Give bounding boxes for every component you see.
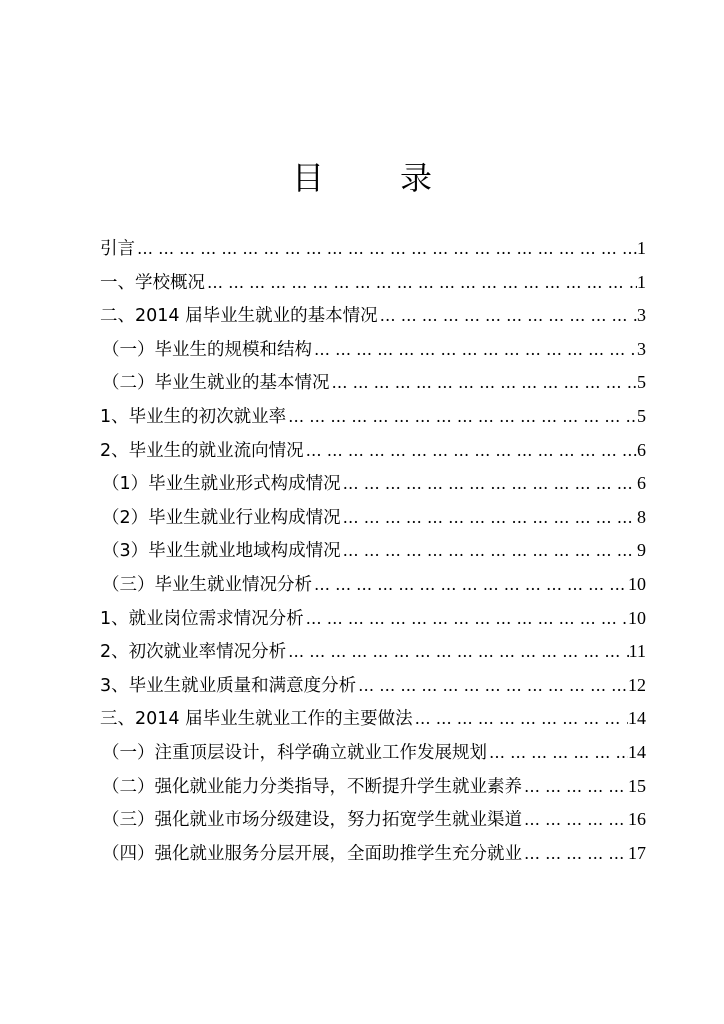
dot-leader [378,299,637,333]
toc-entry-label: 2、初次就业率情况分析 [100,642,287,663]
toc-entry-label: （2）毕业生就业行业构成情况 [102,507,341,528]
toc-entry-page: 10 [628,607,646,628]
toc-entry[interactable] [100,266,646,300]
toc-entry-label: 1、就业岗位需求情况分析 [100,608,304,629]
toc-entry[interactable] [100,366,646,400]
toc-entry-label: 2、毕业生的就业流向情况 [100,440,304,461]
toc-entry-page: 9 [637,540,646,561]
toc-entry-page: 16 [628,809,646,830]
dot-leader [205,266,637,300]
toc-entry[interactable] [100,770,646,804]
dot-leader [487,736,628,770]
toc-entry[interactable] [100,803,646,837]
toc-entry-page: 3 [637,305,646,326]
toc-entry-label: （二）强化就业能力分类指导，不断提升学生就业素养 [102,776,522,797]
toc-entry-page: 8 [637,506,646,527]
toc-entry-page: 10 [628,573,646,594]
toc-entry[interactable] [100,232,646,266]
toc-entry-page: 15 [628,775,646,796]
toc-entry-label: （3）毕业生就业地域构成情况 [102,541,341,562]
toc-entry-page: 5 [637,372,646,393]
toc-entry-label: （一）注重顶层设计，科学确立就业工作发展规划 [102,742,487,763]
dot-leader [135,232,637,266]
toc-entry[interactable] [100,501,646,535]
toc-entry-page: 14 [628,741,646,762]
toc-entry[interactable] [100,333,646,367]
toc-entry-page: 5 [637,405,646,426]
dot-leader [522,837,628,871]
toc-entry-label: 1、毕业生的初次就业率 [100,406,287,427]
toc-entry[interactable] [100,736,646,770]
toc-entry-page: 6 [637,439,646,460]
dot-leader [341,501,637,535]
toc-title: 目 录 [291,159,454,197]
toc-entry[interactable] [100,400,646,434]
toc-entry[interactable] [100,434,646,468]
dot-leader [330,366,638,400]
toc-entry-page: 12 [628,674,646,695]
toc-entry[interactable] [100,602,646,636]
toc-entry-label: （三）强化就业市场分级建设，努力拓宽学生就业渠道 [102,810,522,831]
toc-entry-page: 11 [628,641,646,662]
dot-leader [304,434,637,468]
dot-leader [286,635,629,669]
dot-leader [522,803,628,837]
dot-leader [341,534,637,568]
toc-entry[interactable] [100,669,646,703]
toc-entry-page: 17 [628,842,646,863]
toc-entry[interactable] [100,702,646,736]
toc-entry-label: （三）毕业生就业情况分析 [102,574,312,595]
toc-entry[interactable] [100,568,646,602]
dot-leader [413,702,628,736]
toc-entry-label: （二）毕业生就业的基本情况 [102,373,330,394]
toc-entry[interactable] [100,534,646,568]
dot-leader [341,467,637,501]
dot-leader [522,770,628,804]
toc-entry[interactable] [100,299,646,333]
toc-entry-page: 6 [637,473,646,494]
toc-entry[interactable] [100,467,646,501]
dot-leader [304,602,628,636]
dot-leader [356,669,628,703]
toc-entry-page: 3 [637,338,646,359]
toc-entry-label: 三、2014 届毕业生就业工作的主要做法 [100,709,413,730]
toc-entry-page: 1 [637,238,646,258]
toc-entry-label: 一、学校概况 [100,272,205,293]
toc-entry[interactable] [100,837,646,871]
toc-entry-label: 引言 [100,239,135,259]
toc-entry-label: （1）毕业生就业形式构成情况 [102,474,341,495]
table-of-contents [100,232,646,870]
dot-leader [312,568,628,602]
toc-entry-label: （四）强化就业服务分层开展，全面助推学生充分就业 [102,843,522,864]
toc-entry[interactable] [100,635,646,669]
toc-entry-label: 二、2014 届毕业生就业的基本情况 [100,306,378,327]
toc-entry-page: 1 [637,271,646,292]
toc-entry-page: 14 [628,708,646,729]
toc-entry-label: 3、毕业生就业质量和满意度分析 [100,675,357,696]
dot-leader [286,400,637,434]
dot-leader [312,333,637,367]
toc-entry-label: （一）毕业生的规模和结构 [102,339,312,360]
